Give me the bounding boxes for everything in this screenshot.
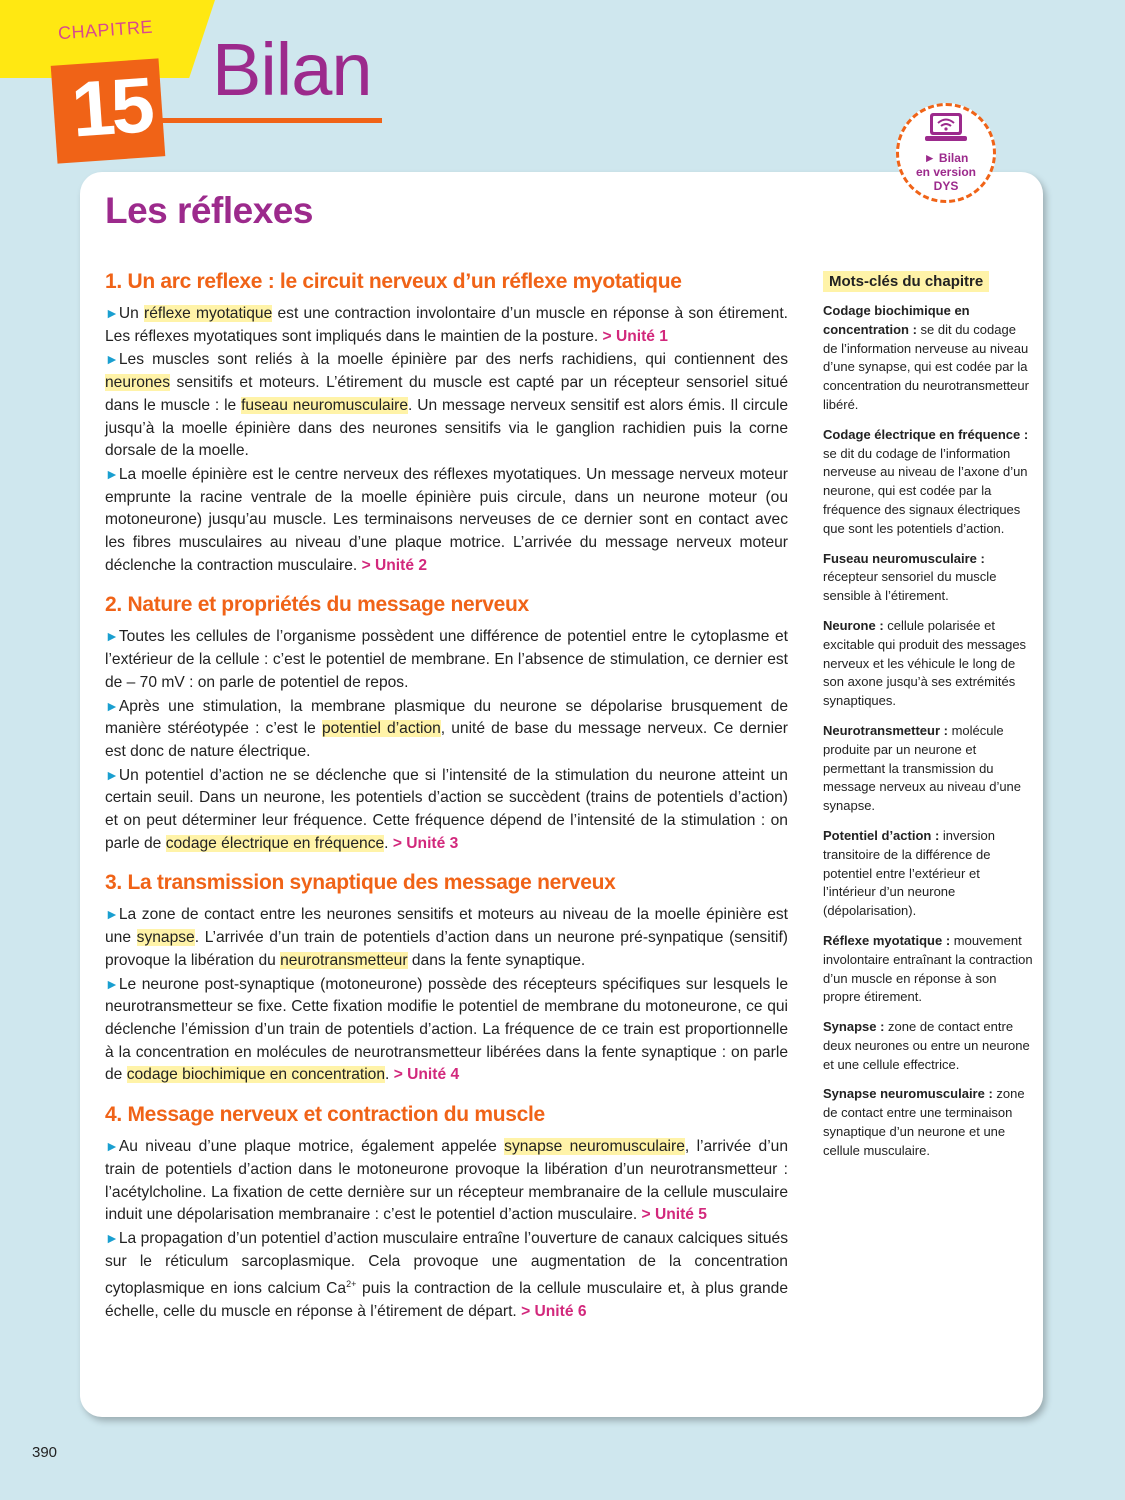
bullet-arrow-icon: ►	[105, 351, 119, 368]
section-4	[105, 1101, 788, 1324]
unit-link[interactable]: > Unité 6	[521, 1303, 587, 1321]
keyword-highlight: fuseau neuromusculaire	[241, 396, 409, 414]
keyword-entry: Neurone : cellule polarisée et excitable qui produit des messages nerveux et les véhicule le long de son axone jusqu’à ses extrémités synaptiques.	[823, 617, 1027, 709]
section-heading: 4. Message nerveux et contraction du muscle	[105, 1103, 545, 1127]
page-number: 390	[32, 1444, 58, 1461]
bullet-arrow-icon: ►	[105, 766, 119, 783]
keyword-entry: Codage biochimique en concentration : se dit du codage de l’information nerveuse au niveau d’une synapse, qui est codée par la concentration du neurotransmetteur libéré.	[823, 303, 1029, 412]
unit-link[interactable]: > Unité 1	[602, 327, 668, 345]
unit-link[interactable]: > Unité 3	[392, 834, 459, 852]
paragraph: ►Un potentiel d’action ne se déclenche que si l’intensité de la stimulation du neurone atteint un certain seuil. Dans un neurone, les potentiels d’action se succèdent (trains de potentiels d’action) et on peut déterminer leur fréquence. Cette fréquence dépend de l’intensité de la stimulation : on parle de codage électrique en fréquence. > Unité 3	[105, 766, 788, 852]
paragraph: ►La propagation d’un potentiel d’action musculaire entraîne l’ouverture de canaux calciques situés sur le réticulum sarcoplasmique. Cela provoque une augmentation de la concentration cytoplasmique en ions calcium $Ca^{2+}$ puis la contraction de la cellule musculaire et, à plus grande échelle, celle du muscle en réponse à l’étirement de départ. > Unité 6	[105, 1229, 789, 1321]
bullet-arrow-icon: ►	[105, 305, 119, 321]
keywords-title: Mots-clés du chapitre	[823, 271, 989, 292]
keyword-entry: Synapse : zone de contact entre deux neurones ou entre un neurone et une cellule effectrice.	[823, 1019, 1030, 1072]
keyword-highlight: synapse	[136, 929, 195, 947]
superscript: 2+	[346, 1279, 357, 1290]
page-title: Bilan	[212, 28, 372, 111]
bullet-arrow-icon: ►	[105, 975, 119, 992]
paragraph: ►Toutes les cellules de l’organisme possèdent une différence de potentiel entre le cytoplasme et l’extérieur de la cellule : c’est le potentiel de membrane. En l’absence de stimulation, ce dernier est de – 70 mV : on parle de potentiel de repos.	[105, 628, 788, 691]
paragraph: ►Le neurone post-synaptique (motoneurone) possède des récepteurs spécifiques sur lesquels le neurotransmetteur se fixe. Cette fixation modifie le potentiel de membrane du motoneurone, ce qui déclenche l’émission d’un train de potentiels d’action. La fréquence de ce train est proportionnelle à la concentration en molécules de neurotransmetteur libérées dans la fente synaptique : on parle de codage biochimique en concentration. > Unité 4	[105, 975, 788, 1084]
keyword-highlight: codage électrique en fréquence	[165, 834, 385, 852]
paragraph: ►Un réflexe myotatique est une contraction involontaire d’un muscle en réponse à son étirement. Les réflexes myotatiques sont impliqués dans le maintien de la posture. > Unité 1	[105, 305, 788, 345]
bullet-arrow-icon: ►	[105, 465, 119, 482]
keyword-highlight: neurones	[105, 374, 171, 392]
paragraph: ►La zone de contact entre les neurones sensitifs et moteurs au niveau de la moelle épinière est une synapse. L’arrivée d’un train de potentiels d’action dans un neurone pré-synpatique (sensitif) provoque la libération du neurotransmetteur dans la fente synaptique.	[105, 906, 788, 969]
paragraph: ►Les muscles sont reliés à la moelle épinière par des nerfs rachidiens, qui contiennent des neurones sensitifs et moteurs. L’étirement du muscle est capté par un récepteur sensoriel situé dans le muscle : le fuseau neuromusculaire. Un message nerveux sensitif est alors émis. Il circule jusqu’à la moelle épinière dans des neurones sensitifs via le ganglion rachidien puis la corne dorsale de la moelle.	[105, 351, 788, 460]
keyword-highlight: neurotransmetteur	[280, 951, 408, 969]
bullet-arrow-icon: ►	[105, 906, 119, 923]
section-2	[105, 591, 788, 855]
keyword-highlight: synapse neuromusculaire	[504, 1138, 685, 1156]
section-heading: 3. La transmission synaptique des message nerveux	[105, 871, 616, 895]
section-3	[105, 869, 788, 1087]
keyword-highlight: codage biochimique en concentration	[126, 1066, 386, 1084]
section-heading: 2. Nature et propriétés du message nerveux	[105, 593, 529, 617]
keyword-highlight: potentiel d’action	[321, 720, 441, 738]
keywords-sidebar	[823, 271, 1033, 1172]
keyword-entry: Réflexe myotatique : mouvement involontaire entraînant la contraction d’un muscle en réponse à son propre étirement.	[823, 932, 1033, 1005]
bullet-arrow-icon: ►	[105, 697, 119, 714]
keyword-entry: Codage électrique en fréquence : se dit du codage de l’information nerveuse au niveau de l’axone d’un neurone, qui est codée par la fréquence des signaux électriques que sont les potentiels d’action.	[823, 426, 1029, 536]
paragraph: ►Après une stimulation, la membrane plasmique du neurone se dépolarise brusquement de manière stéréotypée : c’est le potentiel d’action, unité de base du message nerveux. Ce dernier est donc de nature électrique.	[105, 697, 788, 760]
dys-version-badge[interactable]	[896, 103, 996, 203]
section-heading: 1. Un arc reflexe : le circuit nerveux d’un réflexe myotatique	[105, 270, 682, 293]
paragraph: ►La moelle épinière est le centre nerveux des réflexes myotatiques. Un message nerveux moteur emprunte la racine ventrale de la moelle épinière puis circule, dans un neurone moteur (ou motoneurone) jusqu’au muscle. Les terminaisons nerveuses de ce dernier sont en contact avec les fibres musculaires au niveau d’une plaque motrice. L’arrivée du message nerveux moteur déclenche la contraction musculaire. > Unité 2	[105, 465, 788, 574]
bullet-arrow-icon: ►	[105, 1229, 119, 1246]
dys-line1: ► Bilan	[923, 151, 969, 165]
keyword-entry: Neurotransmetteur : molécule produite par un neurone et permettant la transmission du message nerveux au niveau d’une synapse.	[823, 722, 1022, 814]
summary-content	[105, 268, 788, 1338]
keyword-entry: Potentiel d’action : inversion transitoire de la différence de potentiel entre l’extérieur et l’intérieur d’un neurone (dépolarisation).	[823, 827, 995, 919]
unit-link[interactable]: > Unité 5	[641, 1206, 707, 1224]
unit-link[interactable]: > Unité 2	[361, 556, 428, 574]
dys-line3: DYS	[933, 179, 959, 193]
paragraph: ►Au niveau d’une plaque motrice, également appelée synapse neuromusculaire, l’arrivée d’un train de potentiels d’action dans le motoneurone provoque la libération d’un neurotransmetteur : l’acétylcholine. La fixation de cette dernière sur un récepteur membranaire de la cellule musculaire induit une dépolarisation membranaire : c’est le potentiel d’action musculaire. > Unité 5	[105, 1138, 788, 1224]
laptop-wifi-icon	[924, 110, 968, 146]
bullet-arrow-icon: ►	[105, 628, 119, 645]
main-heading: Les réflexes	[105, 190, 313, 231]
keyword-entry: Fuseau neuromusculaire : récepteur sensoriel du muscle sensible à l’étirement.	[823, 550, 997, 604]
section-1	[105, 268, 788, 577]
dys-line2: en version	[915, 165, 977, 179]
chapter-label: CHAPITRE	[57, 16, 154, 44]
keyword-highlight: réflexe myotatique	[144, 305, 273, 322]
unit-link[interactable]: > Unité 4	[393, 1066, 460, 1084]
chapter-number: 15	[68, 60, 154, 154]
keyword-entry: Synapse neuromusculaire : zone de contact entre une terminaison synaptique d’un neurone et une cellule musculaire.	[823, 1086, 1025, 1158]
bullet-arrow-icon: ►	[105, 1138, 119, 1155]
title-underline	[162, 118, 382, 123]
